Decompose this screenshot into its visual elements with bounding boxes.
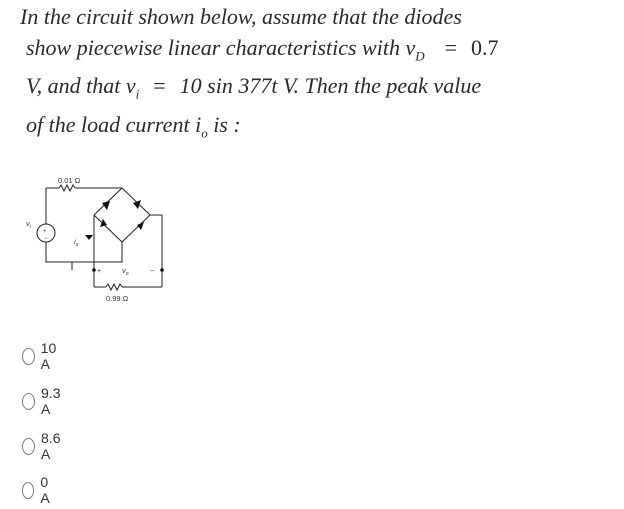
option-label: 8.6 A: [41, 430, 61, 462]
source-resistor-symbol: [59, 185, 75, 191]
wire: [150, 215, 162, 270]
circuit-label-segment: v: [26, 219, 30, 228]
question-text-segment: 10 sin 377t V. Then the peak value: [179, 73, 482, 99]
subscript-o: o: [201, 125, 208, 141]
bridge-rectifier-circuit-diagram: [22, 170, 172, 305]
output-plus-sign: +: [97, 268, 102, 275]
diode-d3-symbol: [100, 219, 107, 227]
current-arrow-icon: [85, 235, 93, 240]
wire: [72, 242, 122, 262]
wire: [46, 242, 72, 270]
variable-v: v: [405, 34, 416, 60]
question-line-4: [20, 110, 616, 149]
option-9-3a[interactable]: [22, 385, 64, 417]
circuit-label-segment: i: [29, 224, 31, 230]
output-terminal-plus: [92, 268, 96, 272]
radio-button[interactable]: [22, 393, 35, 410]
diode-branch: [94, 215, 122, 242]
subscript-d: D: [415, 47, 425, 63]
circuit-label-segment: o: [125, 271, 129, 277]
radio-button[interactable]: [22, 438, 35, 455]
equals-sign: =: [153, 73, 166, 99]
diode-branch: [122, 188, 150, 215]
question-text-segment: show piecewise linear characteristics with: [26, 34, 406, 60]
diode-branch: [122, 215, 150, 242]
circuit-label-segment: o: [75, 242, 79, 248]
subscript-i: i: [135, 86, 140, 102]
option-10a[interactable]: [22, 340, 61, 372]
load-resistor-symbol: [106, 284, 122, 290]
source-label: [26, 219, 32, 230]
question-line-1: [20, 2, 616, 33]
question-line-3: [20, 71, 616, 110]
output-minus-sign: −: [150, 268, 155, 275]
option-8-6a[interactable]: [22, 430, 64, 462]
voltage-value: 0.7: [471, 34, 499, 60]
circuit-label-segment: i: [74, 237, 76, 246]
option-label: 10 A: [40, 340, 57, 372]
radio-button[interactable]: [22, 482, 34, 499]
question-text-segment: V, and that: [26, 73, 126, 99]
diode-d4-symbol: [137, 222, 144, 230]
circuit-label-segment: v: [122, 266, 126, 275]
option-0a[interactable]: [22, 474, 54, 506]
question-text: [20, 2, 616, 149]
variable-v: v: [125, 73, 136, 99]
question-text-segment: In the circuit shown below, assume that the diodes: [20, 4, 462, 29]
current-label: [74, 237, 79, 248]
question-line-2: [20, 33, 616, 72]
question-text-segment: of the load current: [26, 112, 196, 138]
source-resistor-label: 0.01 Ω: [58, 176, 81, 185]
load-resistor-label: 0.99 Ω: [106, 294, 129, 303]
radio-button[interactable]: [22, 348, 35, 365]
source-plus-sign: +: [43, 229, 47, 235]
equals-sign: =: [444, 34, 458, 60]
variable-i: i: [195, 112, 202, 138]
output-voltage-label: [122, 266, 129, 277]
question-text-segment: is :: [207, 112, 241, 138]
option-label: 9.3 A: [41, 385, 61, 417]
source-minus-sign: −: [44, 236, 48, 242]
option-label: 0 A: [40, 474, 50, 506]
output-terminal-minus: [160, 268, 164, 272]
